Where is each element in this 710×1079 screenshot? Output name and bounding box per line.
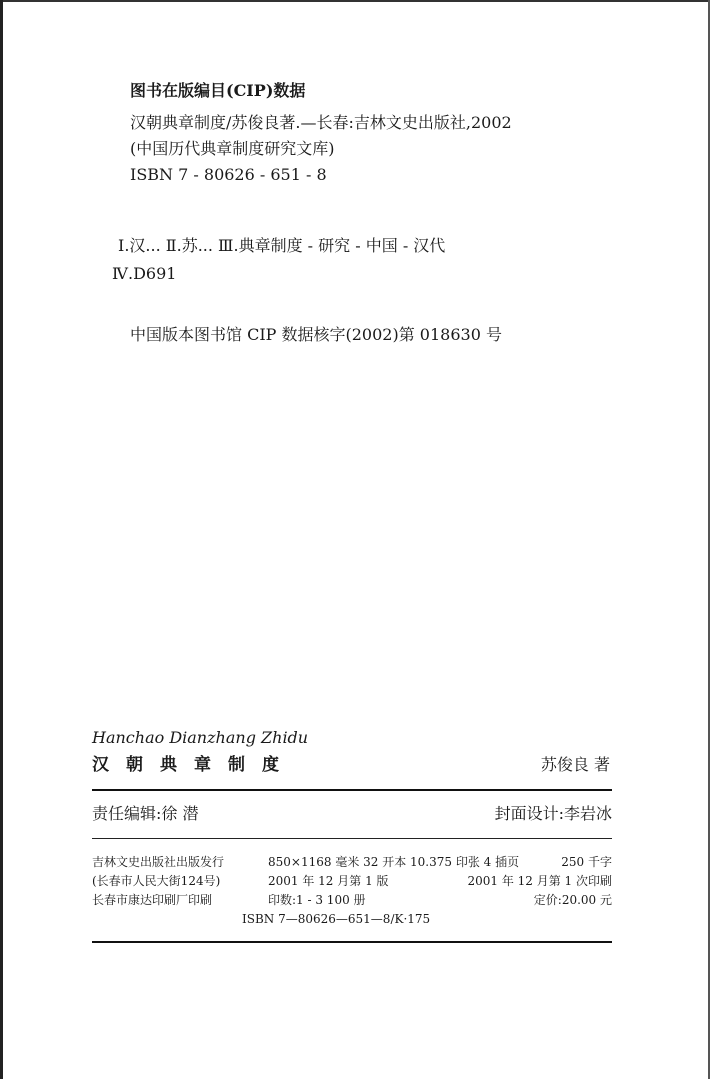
cip-isbn-line: ISBN 7 - 80626 - 651 - 8 xyxy=(130,165,327,184)
responsible-editor: 责任编辑:徐 潜 xyxy=(92,804,199,823)
pub-cell: 250 千字 xyxy=(561,855,612,869)
pub-cell: 850×1168 毫米 32 开本 10.375 印张 4 插页 xyxy=(268,855,520,869)
colophon xyxy=(92,728,612,943)
divider-top xyxy=(92,789,612,791)
cip-series-line: (中国历代典章制度研究文库) xyxy=(130,139,335,158)
pub-cell: 长春市康达印刷厂印刷 xyxy=(92,893,213,907)
classification-block xyxy=(112,232,618,288)
pinyin-title: Hanchao Dianzhang Zhidu xyxy=(92,728,309,747)
pub-row xyxy=(92,853,612,872)
pub-cell: 2001 年 12 月第 1 版 xyxy=(268,874,389,888)
cip-verification-number: 中国版本图书馆 CIP 数据核字(2002)第 018630 号 xyxy=(130,325,502,344)
title-row xyxy=(92,750,612,775)
class-number: Ⅳ.D691 xyxy=(112,264,177,283)
pub-row xyxy=(92,891,612,910)
book-title: 汉朝典章制度 xyxy=(92,755,296,775)
publication-details xyxy=(92,853,612,929)
pub-cell: 2001 年 12 月第 1 次印刷 xyxy=(467,874,612,888)
cip-heading: 图书在版编目(CIP)数据 xyxy=(130,81,306,100)
cip-data-block xyxy=(130,80,630,188)
subject-headings: Ⅰ.汉... Ⅱ.苏... Ⅲ.典章制度 - 研究 - 中国 - 汉代 xyxy=(118,236,446,255)
credits-row xyxy=(92,801,612,824)
pub-cell: 定价:20.00 元 xyxy=(533,893,612,907)
full-isbn: ISBN 7—80626—651—8/K·175 xyxy=(242,912,431,926)
cover-designer: 封面设计:李岩冰 xyxy=(494,804,612,823)
pub-cell: 吉林文史出版社出版发行 xyxy=(92,855,225,869)
scan-edge-top xyxy=(0,0,710,2)
pub-cell: (长春市人民大街124号) xyxy=(92,874,221,888)
pub-cell: 印数:1 - 3 100 册 xyxy=(268,893,366,907)
pub-row xyxy=(92,872,612,891)
divider-bottom xyxy=(92,941,612,943)
author: 苏俊良 著 xyxy=(540,755,610,774)
scan-edge-left xyxy=(0,0,3,1079)
cip-title-line: 汉朝典章制度/苏俊良著.—长春:吉林文史出版社,2002 xyxy=(130,113,512,132)
divider-middle xyxy=(92,838,612,839)
